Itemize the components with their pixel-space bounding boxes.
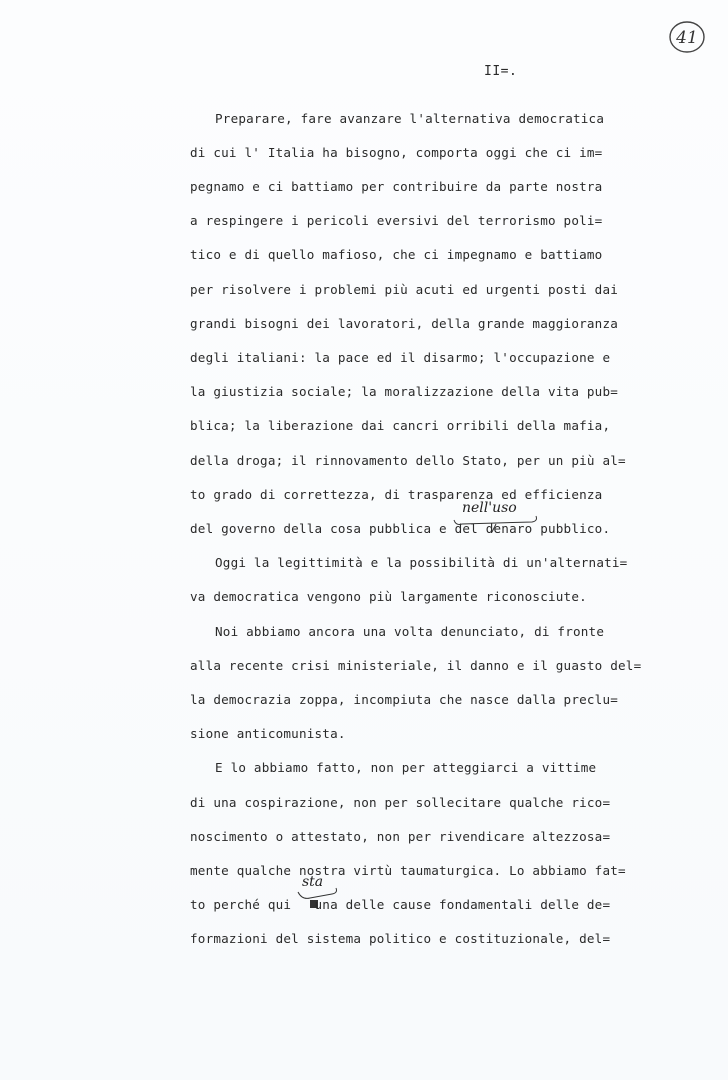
text-line: pegnamo e ci battiamo per contribuire da parte nostra <box>190 179 603 194</box>
text-line: alla recente crisi ministeriale, il danno e il guasto del= <box>190 658 642 673</box>
folio-number-stamp <box>668 20 706 54</box>
text-line: la giustizia sociale; la moralizzazione della vita pub= <box>190 384 619 399</box>
text-line: Oggi la legittimità e la possibilità di un'alternati= <box>215 555 628 570</box>
text-line: to perché qui una delle cause fondamentali delle de= <box>190 897 611 912</box>
text-line: Preparare, fare avanzare l'alternativa democratica <box>215 111 605 126</box>
text-line: a respingere i pericoli eversivi del terrorismo poli= <box>190 213 603 228</box>
text-line: E lo abbiamo fatto, non per atteggiarci a vittime <box>215 760 597 775</box>
text-line: della droga; il rinnovamento dello Stato, per un più al= <box>190 453 626 468</box>
text-line: di una cospirazione, non per sollecitare qualche rico= <box>190 795 611 810</box>
text-line: Noi abbiamo ancora una volta denunciato, di fronte <box>215 624 605 639</box>
text-line: per risolvere i problemi più acuti ed urgenti posti dai <box>190 282 619 297</box>
insertion-caret-mark <box>452 508 542 530</box>
text-line: mente qualche nostra virtù taumaturgica. Lo abbiamo fat= <box>190 863 626 878</box>
text-line: tico e di quello mafioso, che ci impegnamo e battiamo <box>190 247 603 262</box>
text-line: noscimento o attestato, non per rivendicare altezzosa= <box>190 829 611 844</box>
text-line: to grado di correttezza, di trasparenza ed efficienza <box>190 487 603 502</box>
text-line: degli italiani: la pace ed il disarmo; l'occupazione e <box>190 350 611 365</box>
text-line: sione anticomunista. <box>190 726 346 741</box>
text-line: blica; la liberazione dai cancri orribili della mafia, <box>190 418 611 433</box>
handwritten-insertion-nelluso: nell'uso <box>462 500 517 516</box>
handwritten-insertion-sta: sta <box>302 874 324 890</box>
section-number: II=. <box>484 64 518 79</box>
text-line: grandi bisogni dei lavoratori, della grande maggioranza <box>190 316 619 331</box>
text-line: la democrazia zoppa, incompiuta che nasce dalla preclu= <box>190 692 619 707</box>
text-line: formazioni del sistema politico e costituzionale, del= <box>190 931 611 946</box>
text-line: del governo della cosa pubblica e del denaro pubblico. <box>190 521 611 536</box>
text-line: di cui l' Italia ha bisogno, comporta oggi che ci im= <box>190 145 603 160</box>
text-line: va democratica vengono più largamente riconosciute. <box>190 589 587 604</box>
folio-number: 41 <box>676 28 698 48</box>
